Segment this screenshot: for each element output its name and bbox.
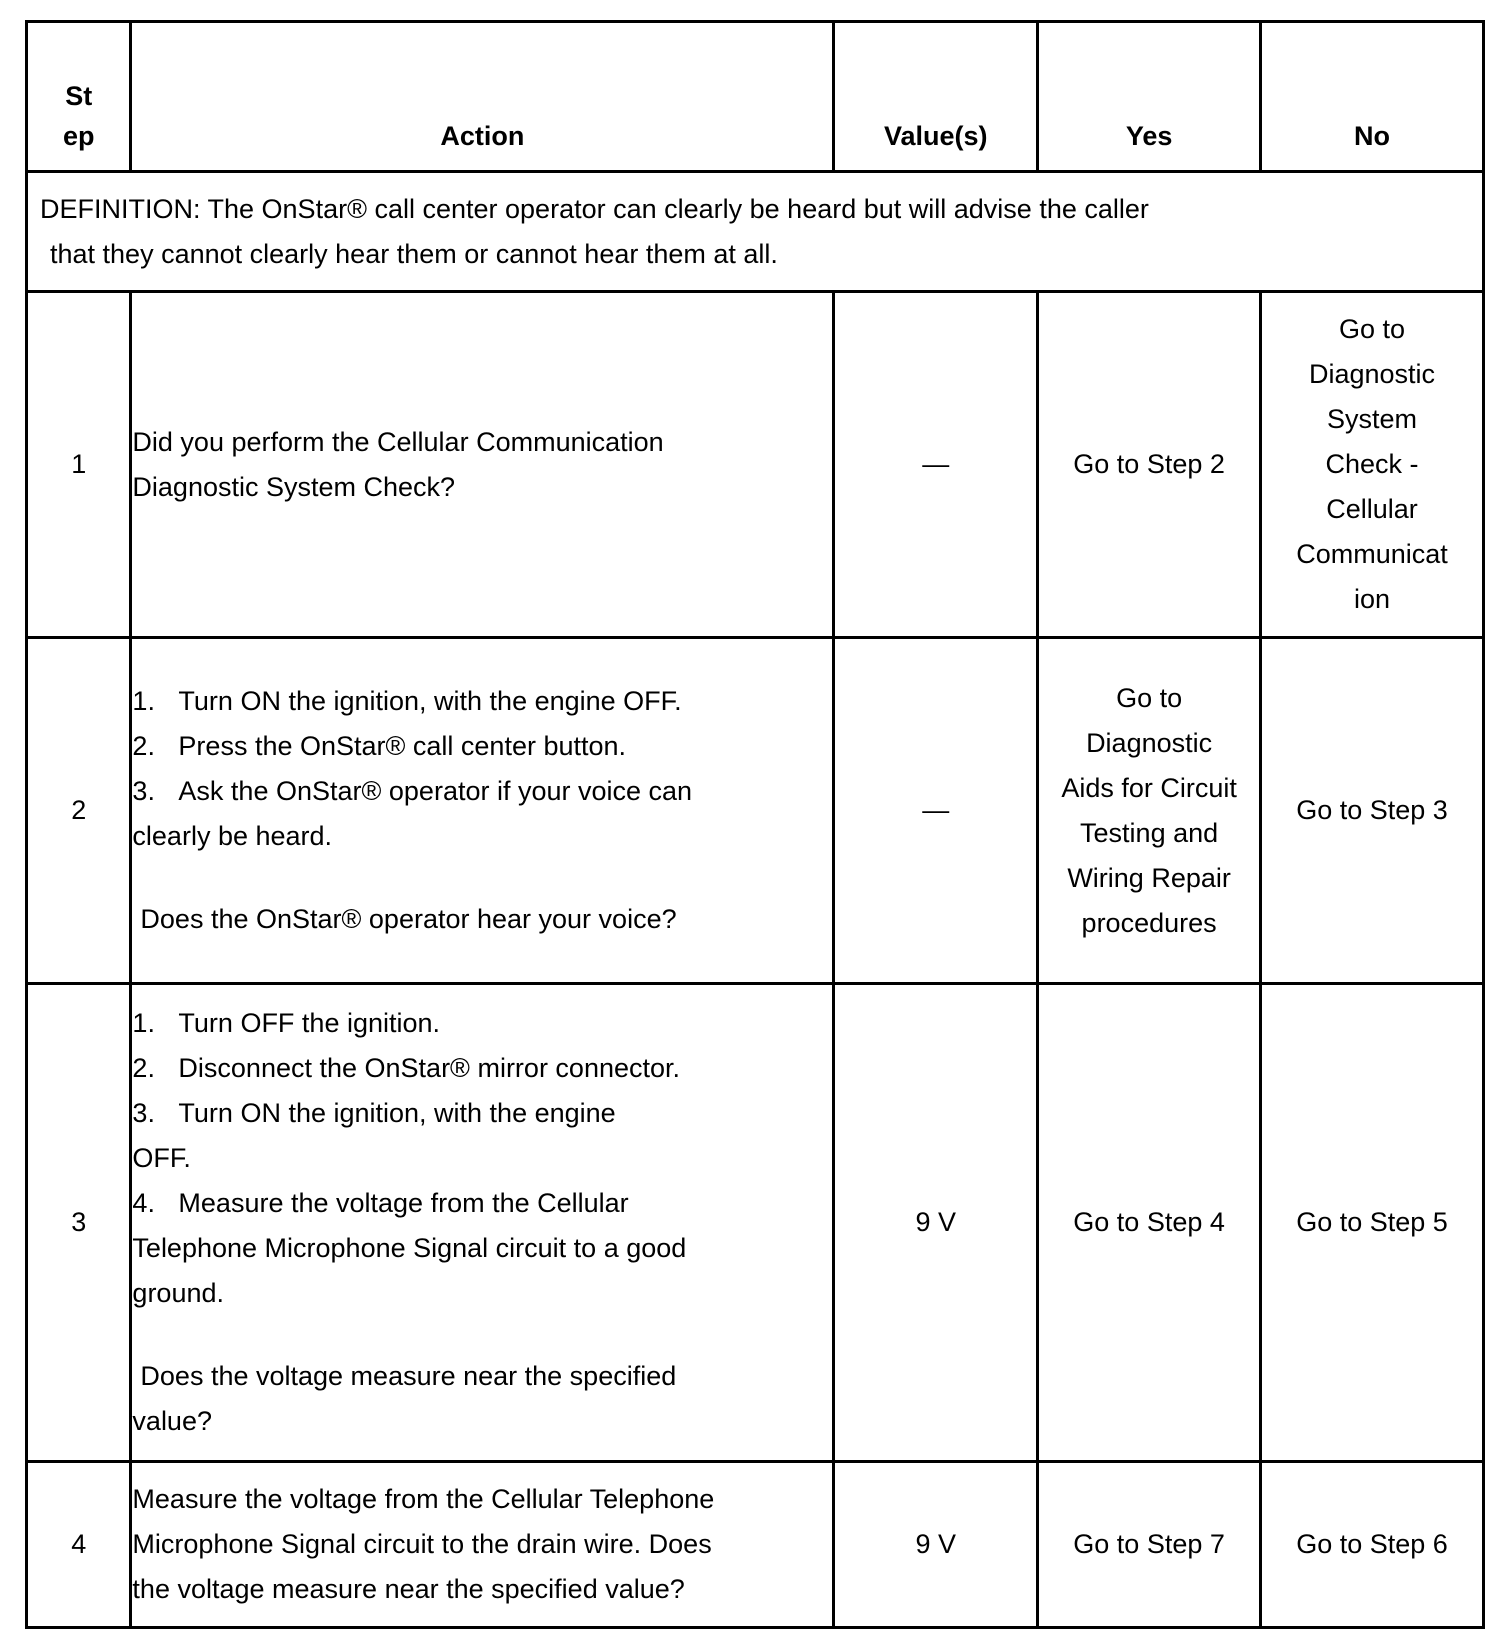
value-cell: — bbox=[834, 638, 1038, 984]
yes-line: procedures bbox=[1081, 907, 1217, 938]
no-link: Go to Step 3 bbox=[1296, 795, 1448, 825]
yes-line: Go to bbox=[1116, 682, 1183, 713]
no-cell bbox=[1261, 1462, 1484, 1628]
yes-line: Diagnostic bbox=[1086, 727, 1213, 758]
yes-link: Go to Step 2 bbox=[1073, 449, 1225, 479]
yes-link: Go to Step 7 bbox=[1073, 1529, 1225, 1559]
action-continuation: ground. bbox=[132, 1278, 224, 1308]
definition-row bbox=[27, 172, 1484, 292]
action-question: value? bbox=[132, 1406, 212, 1436]
ordered-step-text: Turn ON the ignition, with the engine bbox=[178, 1098, 616, 1128]
yes-cell bbox=[1038, 292, 1261, 638]
action-cell bbox=[131, 638, 834, 984]
ordered-step-text: Disconnect the OnStar® mirror connector. bbox=[178, 1053, 681, 1083]
table-row bbox=[27, 638, 1484, 984]
ordered-step bbox=[132, 679, 832, 724]
step-number: 3 bbox=[27, 984, 131, 1462]
action-continuation: OFF. bbox=[132, 1143, 191, 1173]
no-line: Diagnostic bbox=[1308, 359, 1436, 389]
header-step bbox=[27, 22, 131, 172]
table-row bbox=[27, 1462, 1484, 1628]
action-continuation: clearly be heard. bbox=[132, 821, 333, 851]
no-line: System bbox=[1327, 404, 1418, 434]
ordered-step bbox=[132, 1001, 832, 1046]
definition-line-1: DEFINITION: The OnStar® call center operator can clearly be heard but will advise the caller bbox=[40, 193, 1149, 224]
ordered-step bbox=[132, 724, 832, 769]
action-cell bbox=[131, 292, 834, 638]
header-value: Value(s) bbox=[834, 22, 1038, 172]
no-cell bbox=[1261, 984, 1484, 1462]
yes-cell bbox=[1038, 638, 1261, 984]
step-number: 2 bbox=[27, 638, 131, 984]
ordered-step-number: 3. bbox=[132, 776, 155, 806]
no-cell bbox=[1261, 292, 1484, 638]
action-question: Does the OnStar® operator hear your voice? bbox=[140, 904, 677, 934]
no-line: Cellular bbox=[1326, 494, 1418, 524]
yes-cell bbox=[1038, 1462, 1261, 1628]
table-row bbox=[27, 292, 1484, 638]
header-step-text: St ep bbox=[62, 81, 95, 151]
no-link: Go to Step 5 bbox=[1296, 1207, 1448, 1237]
no-line: ion bbox=[1354, 584, 1391, 614]
no-line: Communicat bbox=[1296, 539, 1448, 569]
ordered-step-number: 2. bbox=[132, 1053, 155, 1083]
no-line: Go to bbox=[1339, 314, 1406, 344]
ordered-step-text: Turn OFF the ignition. bbox=[178, 1008, 441, 1038]
yes-line: Aids for Circuit bbox=[1061, 772, 1237, 803]
yes-link: Go to Step 4 bbox=[1073, 1207, 1225, 1237]
ordered-step bbox=[132, 1181, 832, 1226]
ordered-step-number: 1. bbox=[132, 1008, 155, 1038]
ordered-step bbox=[132, 1091, 832, 1136]
yes-line: Testing and bbox=[1080, 817, 1219, 848]
ordered-step-text: Ask the OnStar® operator if your voice can bbox=[178, 776, 693, 806]
ordered-step-text: Press the OnStar® call center button. bbox=[178, 731, 627, 761]
definition-line-2: that they cannot clearly hear them or cannot hear them at all. bbox=[50, 238, 778, 269]
action-continuation: Telephone Microphone Signal circuit to a good bbox=[132, 1233, 687, 1263]
yes-line: Wiring Repair bbox=[1067, 862, 1231, 893]
ordered-step-number: 2. bbox=[132, 731, 155, 761]
header-yes: Yes bbox=[1038, 22, 1261, 172]
value-cell: 9 V bbox=[834, 1462, 1038, 1628]
definition-cell bbox=[27, 172, 1484, 292]
header-action: Action bbox=[131, 22, 834, 172]
action-cell bbox=[131, 1462, 834, 1628]
ordered-step bbox=[132, 1046, 832, 1091]
ordered-step-text: Measure the voltage from the Cellular bbox=[178, 1188, 629, 1218]
ordered-step-number: 1. bbox=[132, 686, 155, 716]
action-line: Diagnostic System Check? bbox=[132, 471, 456, 502]
action-question: Does the voltage measure near the specified bbox=[140, 1361, 677, 1391]
action-line: the voltage measure near the specified value? bbox=[132, 1574, 685, 1604]
header-no: No bbox=[1261, 22, 1484, 172]
header-row bbox=[27, 22, 1484, 172]
action-cell bbox=[131, 984, 834, 1462]
ordered-step bbox=[132, 769, 832, 814]
ordered-step-text: Turn ON the ignition, with the engine OFF. bbox=[178, 686, 682, 716]
no-cell bbox=[1261, 638, 1484, 984]
action-line: Did you perform the Cellular Communication bbox=[132, 426, 664, 457]
action-line: Measure the voltage from the Cellular Telephone bbox=[132, 1484, 715, 1514]
ordered-step-number: 4. bbox=[132, 1188, 155, 1218]
value-cell: — bbox=[834, 292, 1038, 638]
diagnostic-table bbox=[25, 20, 1485, 1629]
step-number: 4 bbox=[27, 1462, 131, 1628]
value-cell: 9 V bbox=[834, 984, 1038, 1462]
action-line: Microphone Signal circuit to the drain wire. Does bbox=[132, 1529, 712, 1559]
ordered-step-number: 3. bbox=[132, 1098, 155, 1128]
no-link: Go to Step 6 bbox=[1296, 1529, 1448, 1559]
step-number: 1 bbox=[27, 292, 131, 638]
yes-cell bbox=[1038, 984, 1261, 1462]
table-row bbox=[27, 984, 1484, 1462]
no-line: Check - bbox=[1325, 449, 1419, 479]
